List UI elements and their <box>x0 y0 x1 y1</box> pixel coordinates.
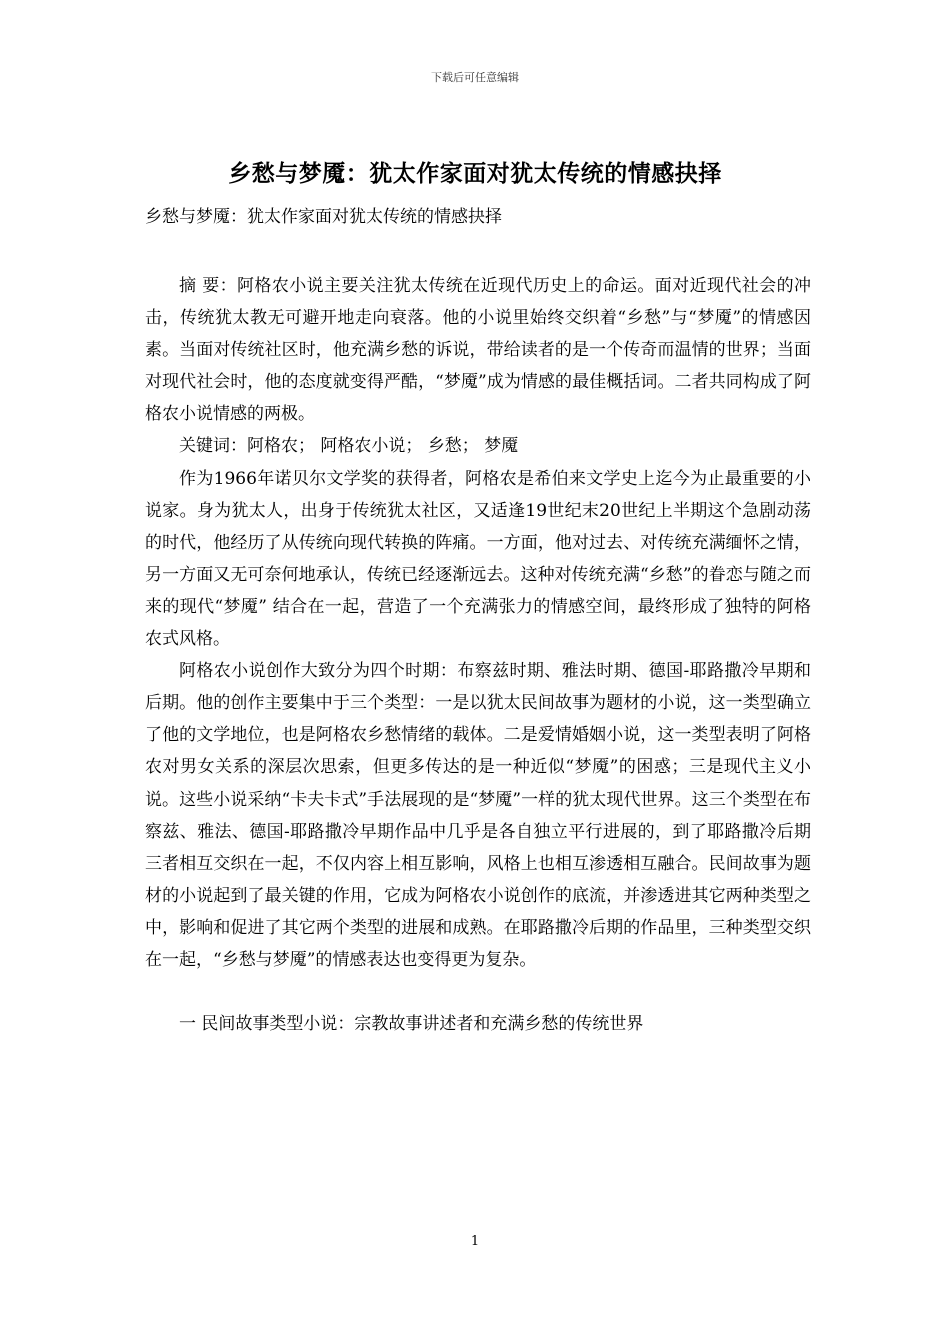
page-header: 下载后可任意编辑 <box>431 71 519 84</box>
document-subtitle: 乡愁与梦魇：犹太作家面对犹太传统的情感抉择 <box>145 207 502 227</box>
section-heading: 一 民间故事类型小说：宗教故事讲述者和充满乡愁的传统世界 <box>179 1014 644 1035</box>
abstract-paragraph: 摘 要：阿格农小说主要关注犹太传统在近现代历史上的命运。面对近现代社会的冲击，传统犹太教无可避开地走向衰落。他的小说里始终交织着“乡愁”与“梦魇”的情感因素。当面对传统社区时，他充满乡愁的诉说，带给读者的是一个传奇而温情的世界；当面对现代社会时，他的态度就变得严酷，“梦魇”成为情感的最佳概括词。二者共同构成了阿格农小说情感的两极。 <box>145 276 811 425</box>
page-number: 1 <box>470 1234 480 1249</box>
body-paragraph: 阿格农小说创作大致分为四个时期：布察兹时期、雅法时期、德国-耶路撒冷早期和后期。他的创作主要集中于三个类型：一是以犹太民间故事为题材的小说，这一类型确立了他的文学地位，也是阿格农乡愁情绪的载体。二是爱情婚姻小说，这一类型表明了阿格农对男女关系的深层次思索，但更多传达的是一种近似“梦魇”的困惑；三是现代主义小说。这些小说采纳“卡夫卡式”手法展现的是“梦魇”一样的犹太现代世界。这三个类型在布察兹、雅法、德国-耶路撒冷早期作品中几乎是各自独立平行进展的，到了耶路撒冷后期三者相互交织在一起，不仅内容上相互影响，风格上也相互渗透相互融合。民间故事为题材的小说起到了最关键的作用，它成为阿格农小说创作的底流，并渗透进其它两种类型之中，影响和促进了其它两个类型的进展和成熟。在耶路撒冷后期的作品里，三种类型交织在一起，“乡愁与梦魇”的情感表达也变得更为复杂。 <box>145 661 811 970</box>
document-body <box>145 270 811 1040</box>
document-title: 乡愁与梦魇：犹太作家面对犹太传统的情感抉择 <box>228 161 722 187</box>
keywords-paragraph: 关键词：阿格农； 阿格农小说； 乡愁； 梦魇 <box>179 436 519 457</box>
body-paragraph: 作为1966年诺贝尔文学奖的获得者，阿格农是希伯来文学史上迄今为止最重要的小说家。身为犹太人，出身于传统犹太社区，又适逢19世纪末20世纪上半期这个急剧动荡的时代，他经历了从传统向现代转换的阵痛。一方面，他对过去、对传统充满缅怀之情，另一方面又无可奈何地承认，传统已经逐渐远去。这种对传统充满“乡愁”的眷恋与随之而来的现代“梦魇” 结合在一起，营造了一个充满张力的情感空间，最终形成了独特的阿格农式风格。 <box>145 468 811 650</box>
